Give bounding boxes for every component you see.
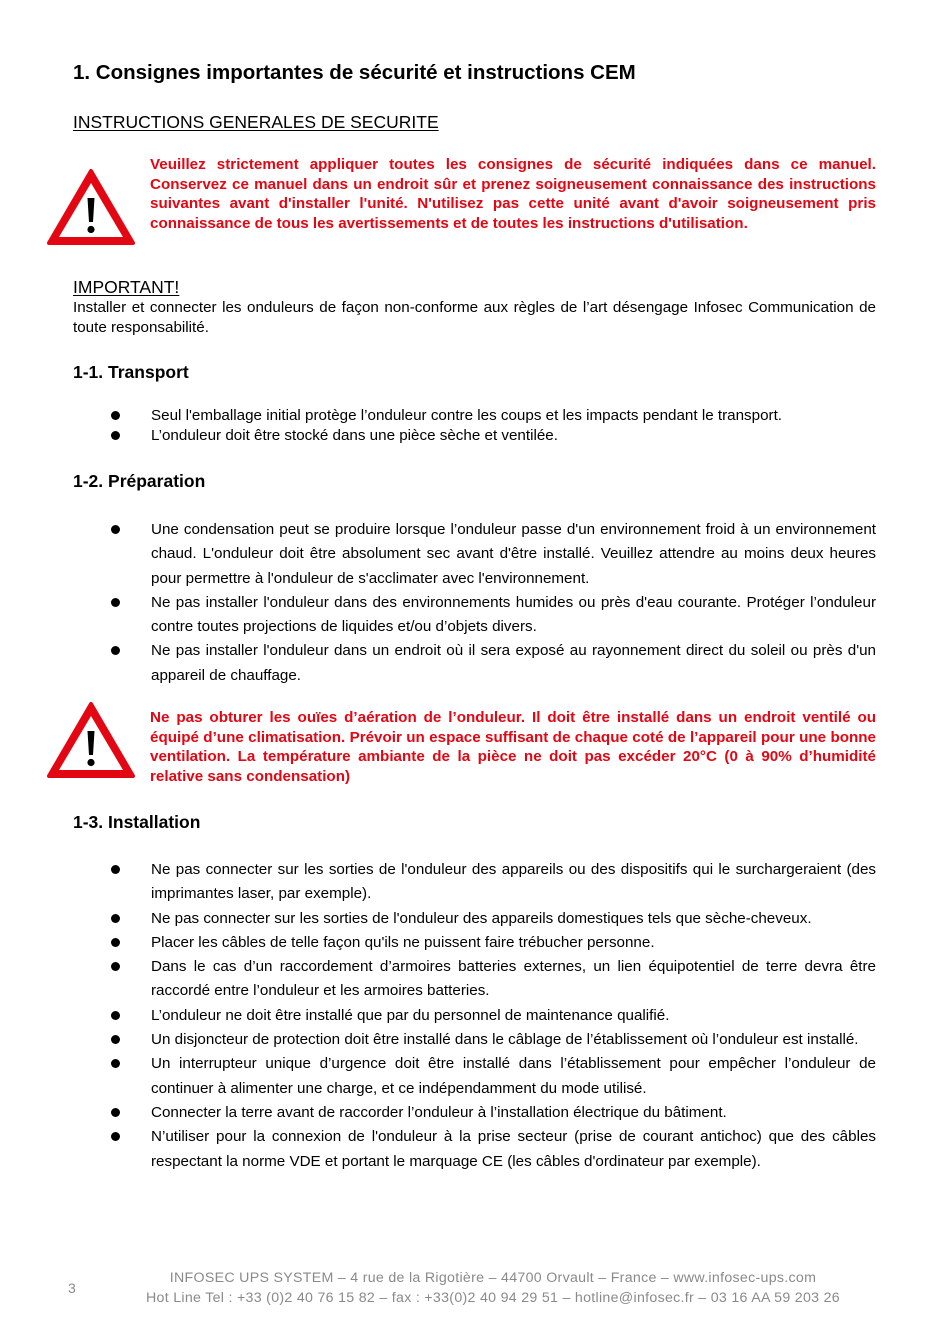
footer-address: INFOSEC UPS SYSTEM – 4 rue de la Rigotière – 44700 Orvault – France – www.infosec-ups.com (169, 1270, 817, 1286)
bullet-icon (111, 598, 120, 607)
list-item: Ne pas installer l'onduleur dans un endroit où il sera exposé au rayonnement direct du soleil ou près d'un appareil de chauffage. (73, 639, 876, 688)
list-item: Un disjoncteur de protection doit être installé dans le câblage de l’établissement où l’onduleur est installé. (73, 1028, 876, 1052)
bullet-icon (111, 1011, 120, 1020)
bullet-icon (111, 1035, 120, 1044)
bullet-icon (111, 411, 120, 420)
list-item: L’onduleur doit être stocké dans une pièce sèche et ventilée. (73, 426, 876, 446)
warning-text-2: Ne pas obturer les ouïes d’aération de l’onduleur. Il doit être installé dans un endroit ventilé ou équipé d’une climatisation. Prévoir un espace suffisant de chaque coté de l’appareil pour une bonne ventilation. La température ambiante de la pièce ne doit pas excéder 20°C (0 à 90% d’humidité relative sans condensation) (150, 709, 876, 785)
list-item: Ne pas installer l'onduleur dans des environnements humides ou près d'eau courante. Protéger l’onduleur contre toutes projections de liquides et/ou d’objets divers. (73, 591, 876, 640)
page-title: 1. Consignes importantes de sécurité et instructions CEM (73, 61, 636, 84)
bullet-icon (111, 914, 120, 923)
bullet-icon (111, 525, 120, 534)
warning-triangle-icon (45, 167, 137, 247)
transport-list (73, 406, 876, 446)
bullet-icon (111, 962, 120, 971)
transport-heading: 1-1. Transport (73, 362, 189, 382)
bullet-icon (111, 938, 120, 947)
list-item: Une condensation peut se produire lorsque l’onduleur passe d'un environnement froid à un environnement chaud. L'onduleur doit être absolument sec avant d'être installé. Veuillez attendre au moins deux heures pour permettre à l'onduleur de s'acclimater avec l'environnement. (73, 518, 876, 591)
list-item: Un interrupteur unique d’urgence doit être installé dans l’établissement pour empêcher l’onduleur de continuer à alimenter une charge, et ce indépendamment du mode utilisé. (73, 1052, 876, 1101)
preparation-heading: 1-2. Préparation (73, 471, 206, 491)
bullet-icon (111, 1108, 120, 1117)
general-safety-heading: INSTRUCTIONS GENERALES DE SECURITE (73, 112, 439, 132)
list-item: Connecter la terre avant de raccorder l’onduleur à l’installation électrique du bâtiment. (73, 1101, 876, 1125)
bullet-icon (111, 1132, 120, 1141)
bullet-icon (111, 646, 120, 655)
bullet-icon (111, 431, 120, 440)
list-item: N’utiliser pour la connexion de l'onduleur à la prise secteur (prise de courant antichoc) que des câbles respectant la norme VDE et portant le marquage CE (les câbles d'ordinateur par exemple). (73, 1125, 876, 1174)
installation-list (73, 858, 876, 1174)
bullet-icon (111, 1059, 120, 1068)
list-item: Seul l'emballage initial protège l’onduleur contre les coups et les impacts pendant le transport. (73, 406, 876, 426)
list-item: Dans le cas d’un raccordement d’armoires batteries externes, un lien équipotentiel de terre devra être raccordé entre l’onduleur et les armoires batteries. (73, 955, 876, 1004)
page-number: 3 (68, 1280, 76, 1296)
preparation-list (73, 518, 876, 688)
list-item: Placer les câbles de telle façon qu'ils ne puissent faire trébucher personne. (73, 931, 876, 955)
list-item: L’onduleur ne doit être installé que par du personnel de maintenance qualifié. (73, 1004, 876, 1028)
warning-triangle-icon (45, 700, 137, 780)
list-item: Ne pas connecter sur les sorties de l'onduleur des appareils ou des dispositifs qui le surchargeraient (des imprimantes laser, par exemple). (73, 858, 876, 907)
warning-text-1: Veuillez strictement appliquer toutes les consignes de sécurité indiquées dans ce manuel. Conservez ce manuel dans un endroit sûr et prenez soigneusement connaissance des instructions suivantes avant d'installer l'unité. N'utilisez pas cette unité avant d'avoir soigneusement pris connaissance de tous les avertissements et de toutes les instructions d'utilisation. (150, 156, 876, 232)
bullet-icon (111, 865, 120, 874)
footer-contact: Hot Line Tel : +33 (0)2 40 76 15 82 – fax : +33(0)2 40 94 29 51 – hotline@infosec.fr – 03 16 AA 59 203 26 (145, 1290, 840, 1306)
important-heading: IMPORTANT! (73, 277, 180, 297)
installation-heading: 1-3. Installation (73, 812, 201, 832)
important-text: Installer et connecter les onduleurs de façon non-conforme aux règles de l’art désengage Infosec Communication de toute responsabilité. (73, 299, 876, 336)
list-item: Ne pas connecter sur les sorties de l'onduleur des appareils domestiques tels que sèche-cheveux. (73, 907, 876, 931)
